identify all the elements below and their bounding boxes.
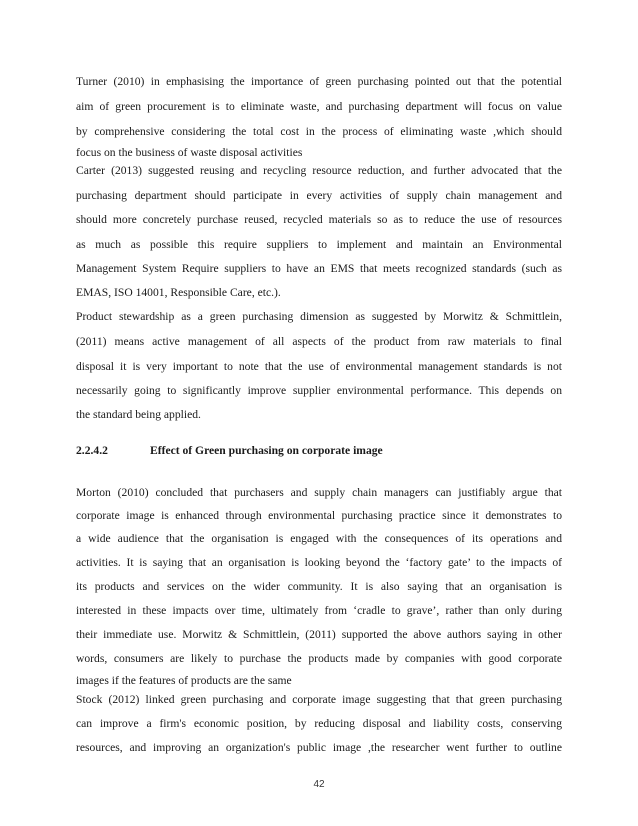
text-line: resources, and improving an organization's public image ,the researcher went further to outline [76,741,562,754]
text-line: Product stewardship as a green purchasing dimension as suggested by Morwitz & Schmittlein, [76,310,562,323]
text-line: should more concretely purchase reused, recycled materials so as to reduce the use of resources [76,213,562,226]
text-line: focus on the business of waste disposal activities [76,146,303,159]
text-line: images if the features of products are the same [76,674,292,687]
text-line: EMAS, ISO 14001, Responsible Care, etc.). [76,286,281,299]
text-line: disposal it is very important to note that the use of environmental management standards is not [76,360,562,373]
text-line: by comprehensive considering the total cost in the process of eliminating waste ,which should [76,125,562,138]
text-line: as much as possible this require suppliers to implement and maintain an Environmental [76,238,562,251]
text-line: the standard being applied. [76,408,201,421]
text-line: Turner (2010) in emphasising the importance of green purchasing pointed out that the potential [76,75,562,88]
text-line: interested in these impacts over time, ultimately from ‘cradle to grave’, rather than only during [76,604,562,617]
text-line: its products and services on the wider community. It is also saying that an organisation is [76,580,562,593]
text-line: their immediate use. Morwitz & Schmittlein, (2011) supported the above authors saying in other [76,628,562,641]
text-line: words, consumers are likely to purchase the products made by companies with good corporate [76,652,562,665]
text-line: Carter (2013) suggested reusing and recycling resource reduction, and further advocated that the [76,164,562,177]
text-line: Morton (2010) concluded that purchasers and supply chain managers can justifiably argue that [76,486,562,499]
text-line: Management System Require suppliers to have an EMS that meets recognized standards (such as [76,262,562,275]
text-line: corporate image is enhanced through environmental purchasing practice since it demonstrates to [76,509,562,522]
page-number: 42 [313,779,325,790]
section-number: 2.2.4.2 [76,444,108,457]
text-line: Stock (2012) linked green purchasing and corporate image suggesting that that green purchasing [76,693,562,706]
text-line: purchasing department should participate in every activities of supply chain management and [76,189,562,202]
text-line: aim of green procurement is to eliminate waste, and purchasing department will focus on value [76,100,562,113]
text-line: (2011) means active management of all aspects of the product from raw materials to final [76,335,562,348]
text-line: a wide audience that the organisation is engaged with the consequences of its operations and [76,532,562,545]
section-title: Effect of Green purchasing on corporate image [150,444,383,457]
text-line: can improve a firm's economic position, by reducing disposal and liability costs, conserving [76,717,562,730]
text-line: necessarily going to significantly improve supplier environmental performance. This depends on [76,384,562,397]
text-line: activities. It is saying that an organisation is looking beyond the ‘factory gate’ to the impacts of [76,556,562,569]
